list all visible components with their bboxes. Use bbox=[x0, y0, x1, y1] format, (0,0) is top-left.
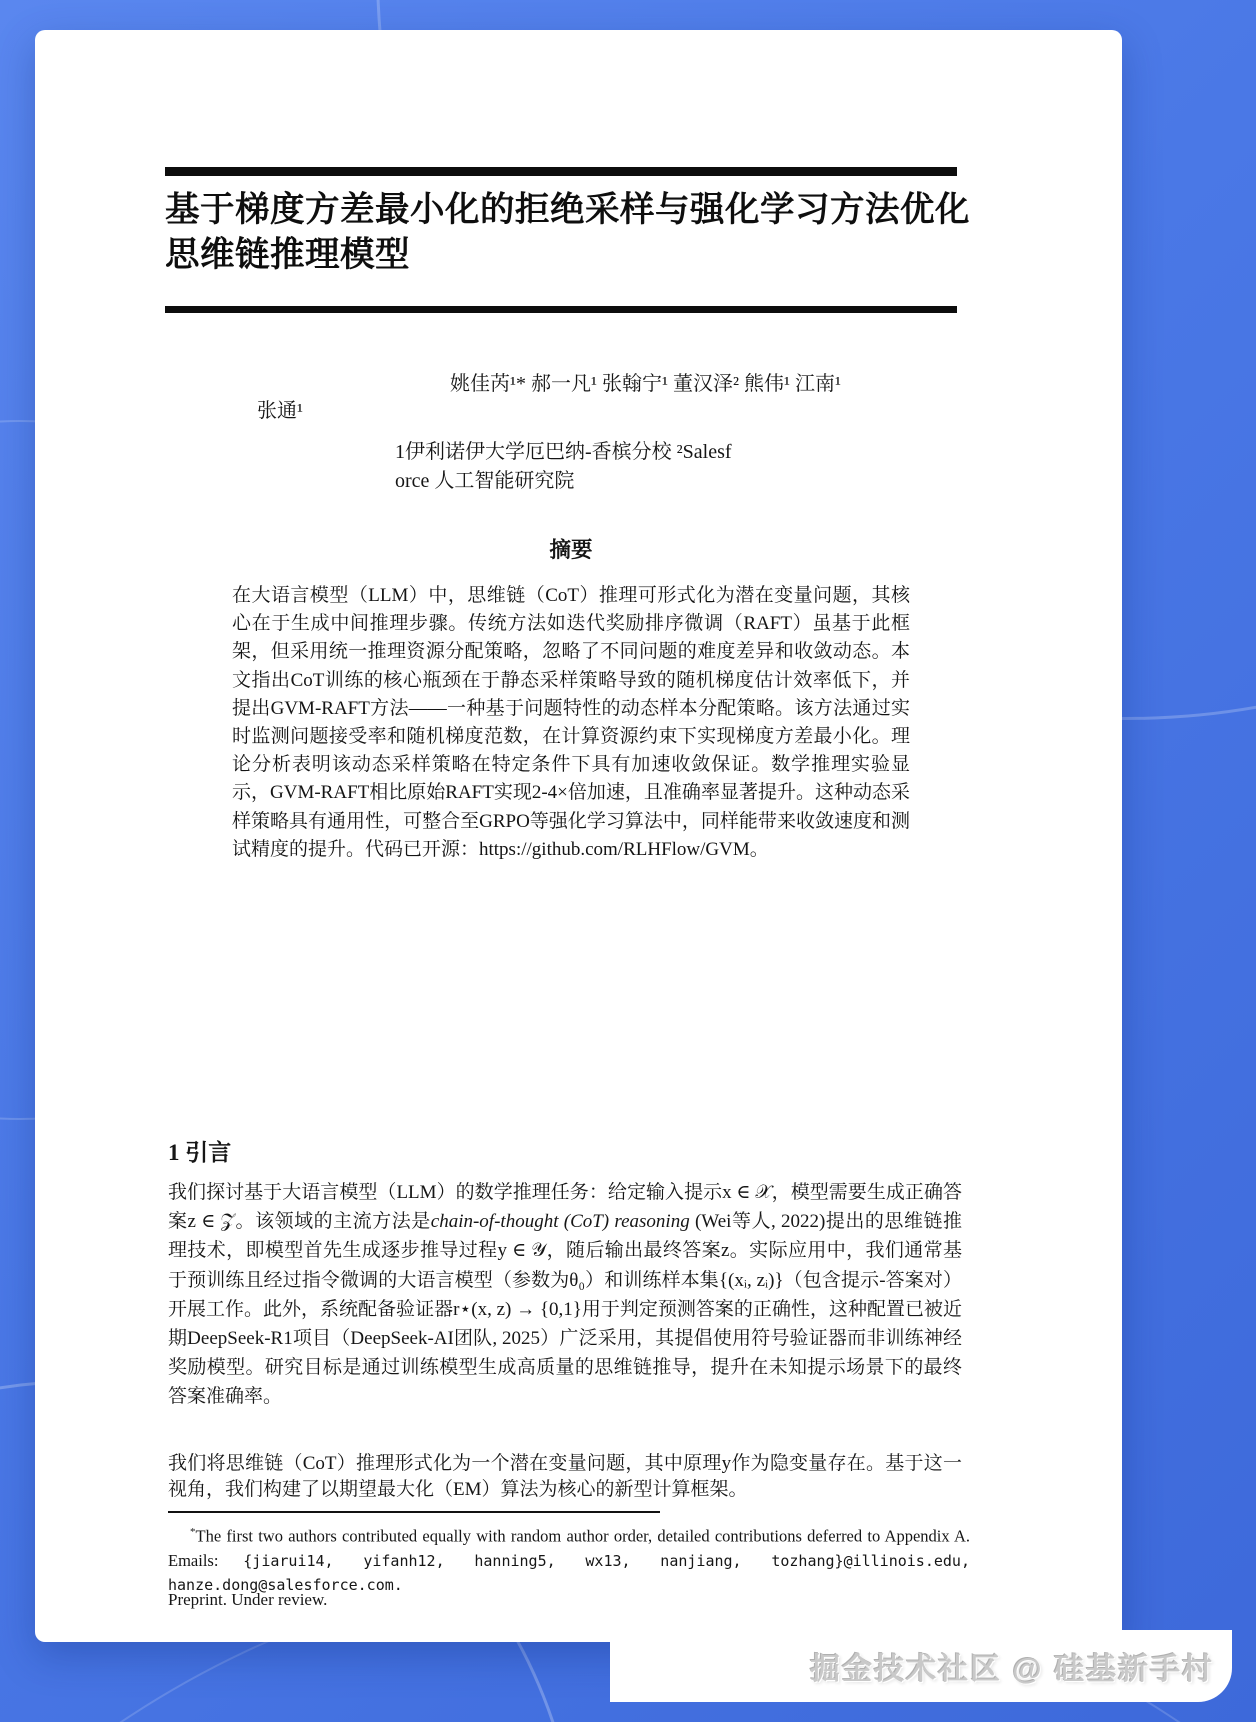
section-1-heading: 1 引言 bbox=[168, 1140, 232, 1165]
affiliation-line2: orce 人工智能研究院 bbox=[395, 470, 575, 492]
paper-title: 基于梯度方差最小化的拒绝采样与强化学习方法优化思维链推理模型 bbox=[165, 191, 970, 274]
footnote-emails: {jiarui14, yifanh12, hanning5, wx13, nanjiang, tozhang}@illinois.edu, hanze.dong@salesforce.com. bbox=[168, 1551, 970, 1594]
intro-p1-italic-term: chain-of-thought (CoT) reasoning bbox=[430, 1211, 690, 1233]
footnote-rule bbox=[168, 1511, 660, 1513]
intro-paragraph-1 bbox=[168, 1178, 962, 1412]
affiliation-line1: 1伊利诺伊大学厄巴纳-香槟分校 ²Salesf bbox=[395, 441, 732, 463]
footnote-text: The first two authors contributed equally with random author order, detailed contributions deferred to Appendix A. Emails: bbox=[168, 1526, 970, 1570]
intro-p1-text-c: (Wei等人, 2022)提出的思维链推理技术，即模型首先生成逐步推导过程y ∈ 𝒴，随后输出最终答案z。实际应用中，我们通常基于预训练且经过指令微调的大语言模型（参数为θ₀）和训练样本集{(xᵢ, zᵢ)}（包含提示-答案对）开展工作。此外，系统配备验证器r⋆(x, z) → {0,1}用于判定预测答案的正确性，这种配置已被近期DeepSeek-R1项目（DeepSeek-AI团队, 2025）广泛采用，其提倡使用符号验证器而非训练神经奖励模型。研究目标是通过训练模型生成高质量的思维链推导，提升在未知提示场景下的最终答案准确率。 bbox=[168, 1211, 962, 1408]
author-list-line2: 张通¹ bbox=[257, 400, 303, 422]
footnote-marker: * bbox=[190, 1526, 196, 1538]
intro-paragraph-2: 我们将思维链（CoT）推理形式化为一个潜在变量问题，其中原理y作为隐变量存在。基于这一视角，我们构建了以期望最大化（EM）算法为核心的新型计算框架。 bbox=[168, 1453, 962, 1500]
abstract-text: 在大语言模型（LLM）中，思维链（CoT）推理可形式化为潜在变量问题，其核心在于生成中间推理步骤。传统方法如迭代奖励排序微调（RAFT）虽基于此框架，但采用统一推理资源分配策略，忽略了不同问题的难度差异和收敛动态。本文指出CoT训练的核心瓶颈在于静态采样策略导致的随机梯度估计效率低下，并提出GVM-RAFT方法——一种基于问题特性的动态样本分配策略。该方法通过实时监测问题接受率和随机梯度范数，在计算资源约束下实现梯度方差最小化。理论分析表明该动态采样策略在特定条件下具有加速收敛保证。数学推理实验显示，GVM-RAFT相比原始RAFT实现2-4×倍加速，且准确率显著提升。这种动态采样策略具有通用性，可整合至GRPO等强化学习算法中，同样能带来收敛速度和测试精度的提升。代码已开源：https://github.com/RLHFlow/GVM。 bbox=[232, 585, 910, 860]
preprint-note: Preprint. Under review. bbox=[168, 1590, 328, 1609]
paper-page bbox=[35, 30, 1122, 1642]
watermark-text: 掘金技术社区 @ 硅基新手村 bbox=[810, 1653, 1214, 1686]
footnote bbox=[168, 1520, 970, 1597]
abstract-heading: 摘要 bbox=[549, 538, 593, 562]
title-rule-bottom bbox=[165, 306, 957, 313]
title-rule-top bbox=[165, 167, 957, 176]
watermark-banner bbox=[610, 1630, 1232, 1702]
author-list-line1: 姚佳芮¹* 郝一凡¹ 张翰宁¹ 董汉泽² 熊伟¹ 江南¹ bbox=[450, 373, 841, 395]
intro-p1-text-a: 我们探讨基于大语言模型（LLM）的数学推理任务：给定输入提示x ∈ 𝒳，模型需要生成正确答案z ∈ 𝒵。该领域的主流方法是 bbox=[168, 1182, 962, 1233]
